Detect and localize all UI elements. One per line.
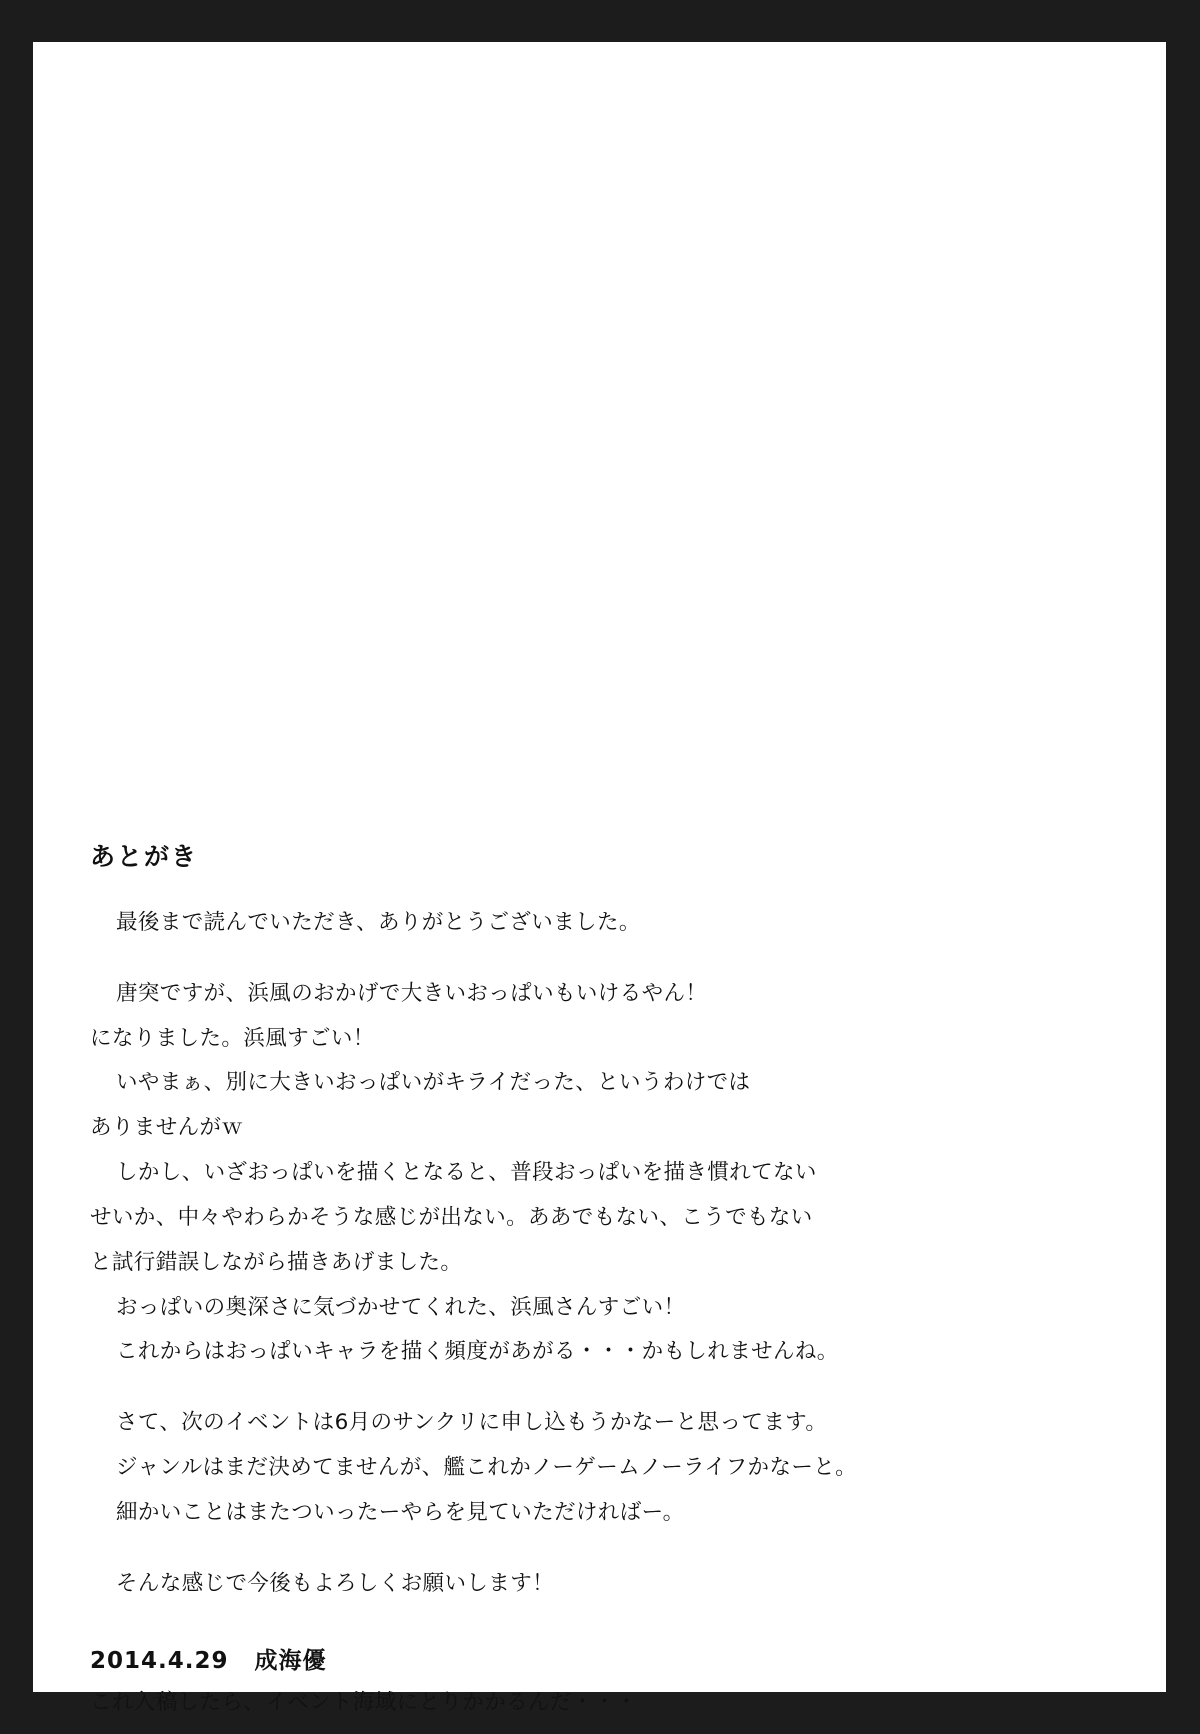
paragraph-line-5: しかし、いざおっぱいを描くとなると、普段おっぱいを描き慣れてない [116, 1160, 817, 1186]
paragraph-line-1: 唐突ですが、浜風のおかげで大きいおっぱいもいけるやん！ [116, 980, 708, 1006]
document-page [33, 42, 1166, 1715]
signature-date: 2014.4.29 [90, 1647, 229, 1674]
paragraph-thanks: 最後まで読んでいただき、ありがとうございました。 [116, 910, 641, 935]
signature-author: 成海優 [254, 1647, 327, 1674]
spacer [90, 1541, 1090, 1567]
page-title: あとがき [90, 842, 199, 871]
afterword-section [90, 842, 1090, 1716]
paragraph-closing-greeting: そんな感じで今後もよろしくお願いします！ [116, 1570, 555, 1596]
paragraph-line-6: せいか、中々やわらかそうな感じが出ない。ああでもない、こうでもない [90, 1204, 813, 1230]
paragraph-next-event-3: 細かいことはまたついったーやらを見ていただければー。 [116, 1499, 685, 1525]
paragraph-line-2: になりました。浜風すごい！ [90, 1025, 375, 1051]
spacer [90, 951, 1090, 977]
paragraph-line-3: いやまぁ、別に大きいおっぱいがキライだった、というわけでは [116, 1070, 751, 1096]
paragraph-next-event-2: ジャンルはまだ決めてませんが、艦これかノーゲームノーライフかなーと。 [116, 1455, 858, 1481]
paragraph-next-event-1: さて、次のイベントは6月のサンクリに申し込もうかなーと思ってます。 [116, 1410, 828, 1436]
paragraph-line-9: これからはおっぱいキャラを描く頻度があがる・・・かもしれませんね。 [116, 1339, 839, 1365]
signature [90, 1642, 1090, 1675]
spacer [90, 1380, 1090, 1406]
paragraph-line-8: おっぱいの奥深さに気づかせてくれた、浜風さんすごい！ [116, 1294, 686, 1320]
closing-note: これ入稿したら、イベント海域にとりかかるんだ・・・ [90, 1689, 638, 1715]
paragraph-line-4: ありませんがｗ [90, 1115, 244, 1141]
paragraph-line-7: と試行錯誤しながら描きあげました。 [90, 1249, 463, 1275]
